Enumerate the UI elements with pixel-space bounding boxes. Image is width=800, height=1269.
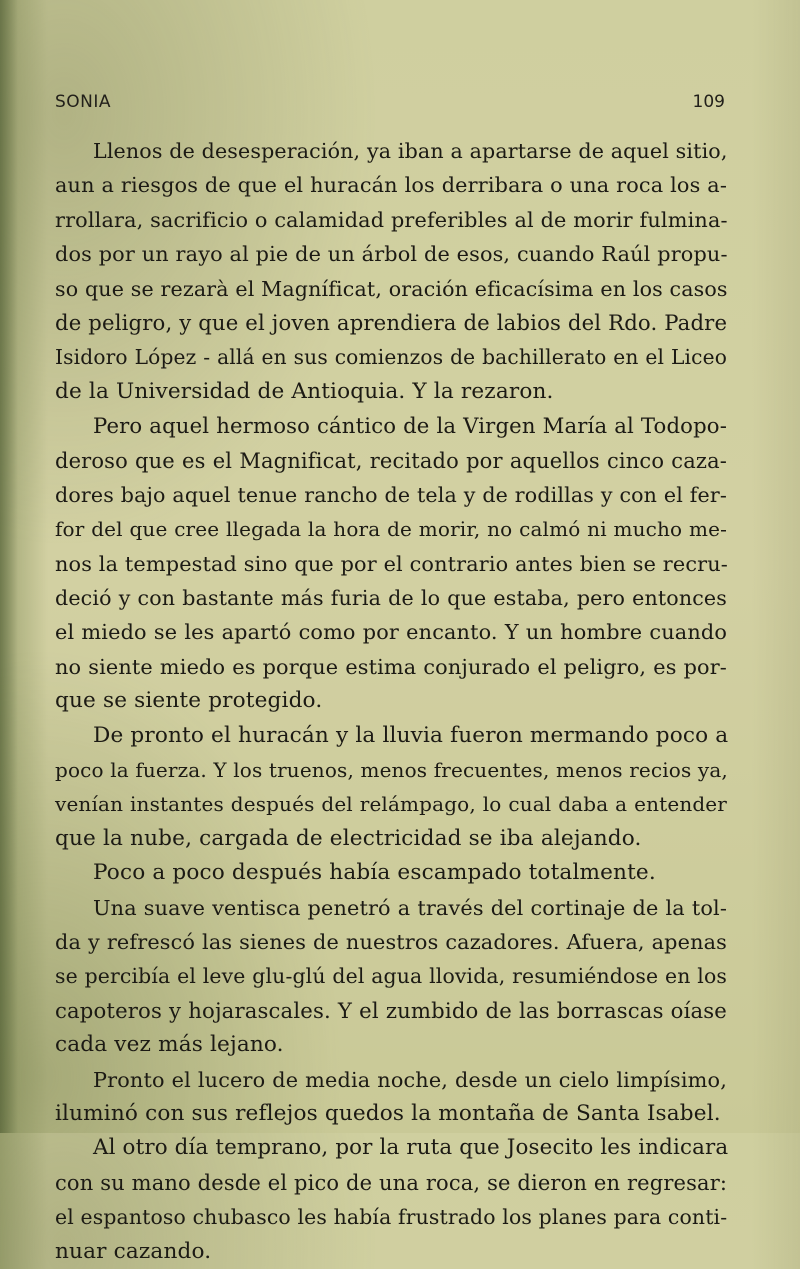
text-line: con su mano desde el pico de una roca, se dieron en regresar: — [55, 1170, 728, 1195]
text-line: de la Universidad de Antioquia. Y la rezaron. — [55, 378, 554, 404]
text-line: deció y con bastante más furia de lo que estaba, pero entonces — [55, 586, 727, 611]
text-line: iluminó con sus reflejos quedos la montaña de Santa Isabel. — [55, 1100, 721, 1126]
text-line: el espantoso chubasco les había frustrado los planes para conti- — [55, 1205, 728, 1230]
running-header — [55, 92, 725, 116]
text-line: deroso que es el Magnificat, recitado por aquellos cinco caza- — [55, 448, 727, 473]
text-line: que se siente protegido. — [55, 688, 323, 714]
text-line: nuar cazando. — [55, 1238, 212, 1264]
page-number: 109 — [692, 92, 725, 112]
body-text — [55, 134, 727, 1269]
text-line: cada vez más lejano. — [55, 1032, 284, 1058]
page-binding-shadow — [0, 0, 18, 1133]
text-line: Isidoro López - allá en sus comienzos de bachillerato en el Liceo — [55, 345, 727, 370]
text-line: da y refrescó las sienes de nuestros cazadores. Afuera, apenas — [55, 929, 727, 954]
text-line: capoteros y hojarascales. Y el zumbido de las borrascas oíase — [55, 997, 727, 1023]
text-line: aun a riesgos de que el huracán los derribara o una roca los a- — [55, 173, 727, 198]
text-line: rrollara, sacrificio o calamidad preferibles al de morir fulmina- — [55, 207, 728, 232]
text-line: Llenos de desesperación, ya iban a apartarse de aquel sitio, — [93, 139, 728, 163]
text-line: Pero aquel hermoso cántico de la Virgen María al Todopo- — [93, 413, 727, 439]
text-line: se percibía el leve glu-glú del agua llovida, resumiéndose en los — [55, 964, 727, 989]
text-line: so que se rezarà el Magníficat, oración eficacísima en los casos — [55, 276, 728, 301]
text-line: venían instantes después del relámpago, lo cual daba a entender — [55, 792, 727, 817]
text-line: Al otro día temprano, por la ruta que Josecito les indicara — [93, 1135, 729, 1161]
text-line: Pronto el lucero de media noche, desde un cielo limpísimo, — [93, 1067, 727, 1092]
text-line: Poco a poco después había escampado totalmente. — [93, 860, 656, 886]
text-line: De pronto el huracán y la lluvia fueron mermando poco a — [93, 722, 729, 748]
running-title: SONIA — [55, 92, 112, 112]
text-line: Una suave ventisca penetró a través del cortinaje de la tol- — [93, 895, 727, 920]
text-line: dores bajo aquel tenue rancho de tela y de rodillas y con el fer- — [55, 482, 727, 507]
text-line: de peligro, y que el joven aprendiera de labios del Rdo. Padre — [55, 309, 728, 335]
text-line: poco la fuerza. Y los truenos, menos frecuentes, menos recios ya, — [55, 758, 728, 783]
text-line: el miedo se les apartó como por encanto. Y un hombre cuando — [55, 620, 727, 645]
text-line: for del que cree llegada la hora de morir, no calmó ni mucho me- — [55, 517, 727, 542]
text-line: nos la tempestad sino que por el contrario antes bien se recru- — [55, 551, 728, 576]
text-line: dos por un rayo al pie de un árbol de esos, cuando Raúl propu- — [55, 242, 728, 267]
text-line: que la nube, cargada de electricidad se iba alejando. — [55, 825, 642, 851]
text-line: no siente miedo es porque estima conjurado el peligro, es por- — [55, 654, 727, 679]
